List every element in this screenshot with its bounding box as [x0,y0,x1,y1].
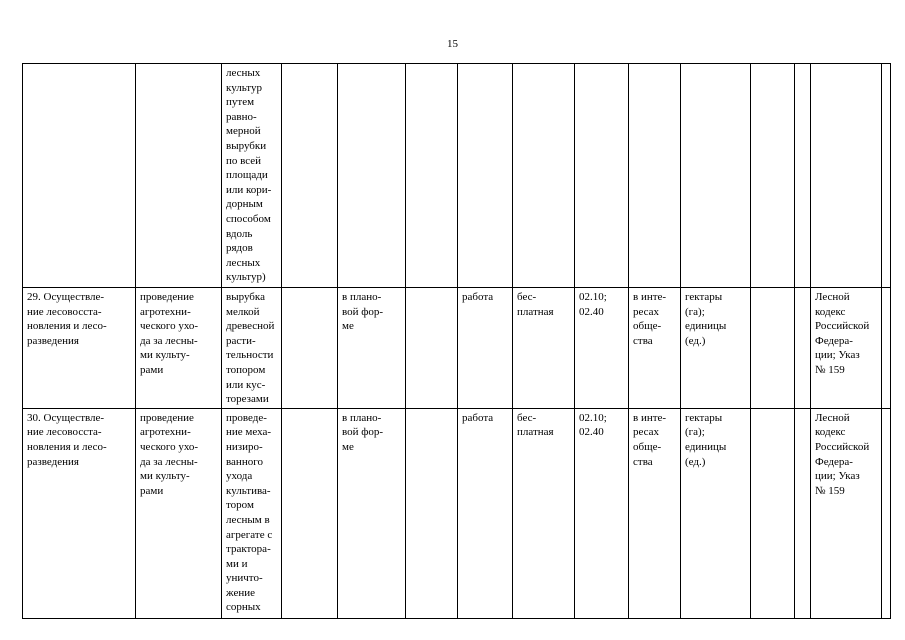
cell-okved [575,64,629,288]
cell-legal-basis: Лесной кодекс Российской Федера- ции; Указ № 159 [811,288,882,409]
cell-col-6 [406,64,458,288]
cell-form [338,64,406,288]
cell-okved: 02.10; 02.40 [575,408,629,618]
cell-type: работа [458,408,513,618]
registry-table [22,63,891,619]
cell-form: в плано- вой фор- ме [338,408,406,618]
cell-subactivity: проведение агротехни- ческого ухо- да за лесны- ми культу- рами [136,288,222,409]
cell-col-12 [751,64,795,288]
cell-units: гектары (га); единицы (ед.) [681,288,751,409]
cell-col-4 [282,64,338,288]
cell-activity [23,64,136,288]
cell-interest: в инте- ресах обще- ства [629,288,681,409]
cell-units [681,64,751,288]
cell-col-13 [795,408,811,618]
cell-col-4 [282,288,338,409]
cell-type [458,64,513,288]
cell-col-13 [795,64,811,288]
cell-subactivity: проведение агротехни- ческого ухо- да за лесны- ми культу- рами [136,408,222,618]
cell-col-13 [795,288,811,409]
cell-col-12 [751,288,795,409]
cell-form: в плано- вой фор- ме [338,288,406,409]
cell-legal-basis [811,64,882,288]
cell-payment: бес- платная [513,408,575,618]
cell-activity: 29. Осуществле- ние лесовосста- новления и лесо- разведения [23,288,136,409]
cell-col-12 [751,408,795,618]
cell-col-6 [406,288,458,409]
table-row-30 [23,408,891,618]
cell-legal-basis: Лесной кодекс Российской Федера- ции; Указ № 159 [811,408,882,618]
cell-payment: бес- платная [513,288,575,409]
cell-description: вырубка мелкой древесной расти- тельности топором или кус- торезами [222,288,282,409]
table-body [23,64,891,619]
cell-subactivity [136,64,222,288]
cell-description: лесных культур путем равно- мерной вырубки по всей площади или кори- дорным способом вдоль рядов лесных культур) [222,64,282,288]
cell-interest [629,64,681,288]
table-row-continuation [23,64,891,288]
cell-col-4 [282,408,338,618]
table-row-29 [23,288,891,409]
cell-type: работа [458,288,513,409]
cell-description: проведе- ние меха- низиро- ванного ухода культива- тором лесным в агрегате с трактора- ми и уничто- жение сорных [222,408,282,618]
cell-col-15 [882,288,891,409]
cell-interest: в инте- ресах обще- ства [629,408,681,618]
cell-col-15 [882,408,891,618]
cell-units: гектары (га); единицы (ед.) [681,408,751,618]
page-number: 15 [447,38,458,50]
cell-col-6 [406,408,458,618]
cell-col-15 [882,64,891,288]
cell-payment [513,64,575,288]
cell-activity: 30. Осуществле- ние лесовосста- новления и лесо- разведения [23,408,136,618]
cell-okved: 02.10; 02.40 [575,288,629,409]
